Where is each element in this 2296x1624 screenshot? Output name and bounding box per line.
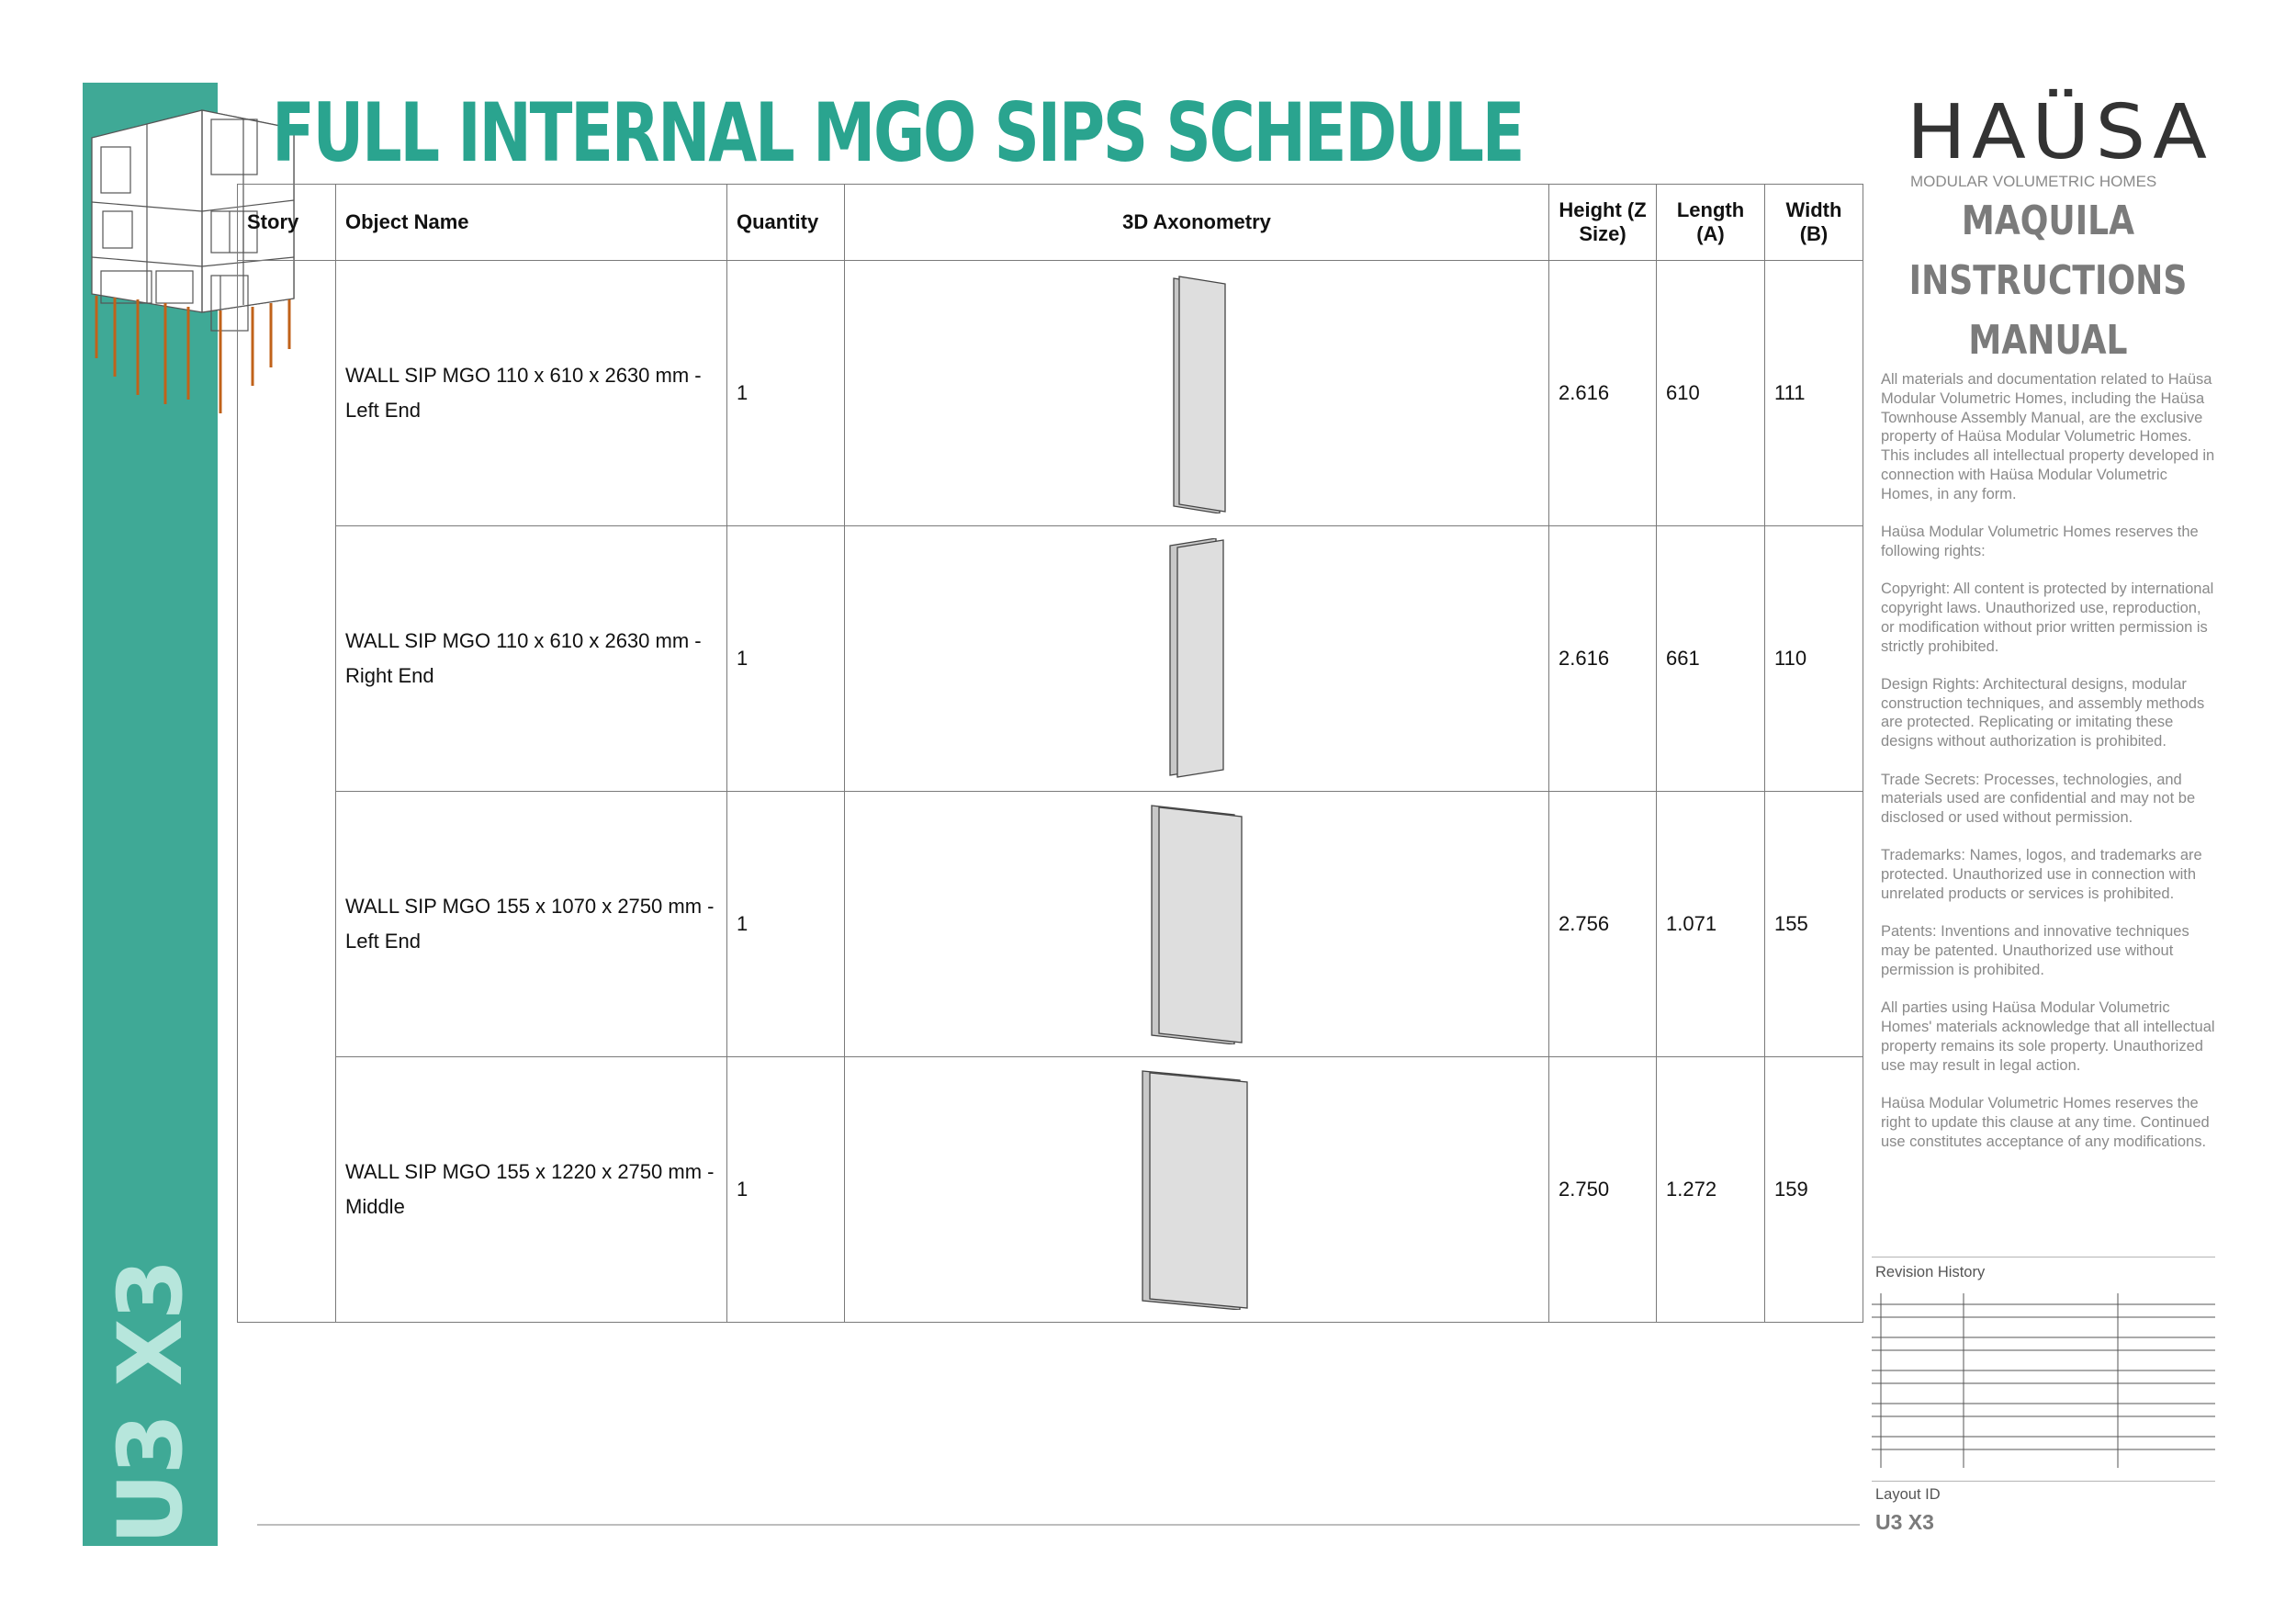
width-cell: 111 [1765,261,1863,526]
width-cell: 110 [1765,526,1863,792]
height-cell: 2.616 [1549,261,1657,526]
divider [1872,1481,2215,1482]
axonometry-cell [845,526,1549,792]
wall-panel-image [1155,538,1238,779]
story-cell [238,261,336,1323]
length-cell: 610 [1657,261,1765,526]
wall-panel-image [1137,1069,1256,1310]
table-row [238,526,1863,792]
legal-paragraph: All parties using Haüsa Modular Volumetric Homes' materials acknowledge that all intellectual property remains its sole property. Unauthorized use may result in legal action. [1881,999,2215,1074]
wall-panel-image [1155,273,1238,513]
quantity-cell: 1 [727,526,845,792]
legal-notice [1881,370,2215,1170]
width-cell: 155 [1765,792,1863,1057]
side-layout-code [83,1258,218,1546]
revision-history-grid [1872,1293,2215,1477]
object-name-cell: WALL SIP MGO 110 x 610 x 2630 mm - Left End [336,261,727,526]
height-cell: 2.616 [1549,526,1657,792]
manual-title-line: INSTRUCTIONS [1908,257,2188,304]
brand-tagline: MODULAR VOLUMETRIC HOMES [1910,173,2157,190]
quantity-cell: 1 [727,1057,845,1323]
length-cell: 1.071 [1657,792,1765,1057]
header-height: Height (Z Size) [1549,185,1657,261]
axonometry-cell [845,1057,1549,1323]
header-object-name: Object Name [336,185,727,261]
object-name-cell: WALL SIP MGO 155 x 1070 x 2750 mm - Left End [336,792,727,1057]
legal-paragraph: Design Rights: Architectural designs, modular construction techniques, and assembly methods are protected. Replicating or imitating these designs without authorization is prohibited. [1881,675,2205,750]
revision-history-label: Revision History [1875,1264,1986,1280]
legal-paragraph: Haüsa Modular Volumetric Homes reserves the right to update this clause at any time. Continued use constitutes acceptance of any modifications. [1881,1094,2210,1150]
legal-paragraph: Patents: Inventions and innovative techniques may be patented. Unauthorized use without permission is prohibited. [1881,923,2189,978]
header-story: Story [238,185,336,261]
layout-id-label: Layout ID [1875,1486,1941,1503]
axonometry-cell [845,792,1549,1057]
table-header-row [238,185,1863,261]
table-row [238,261,1863,526]
legal-paragraph: Copyright: All content is protected by international copyright laws. Unauthorized use, reproduction, or modification without prior written permission is strictly prohibited. [1881,581,2214,655]
brand-logo-word: HAÜSA [1907,89,2213,176]
layout-id-value: U3 X3 [1875,1510,1934,1534]
length-cell: 1.272 [1657,1057,1765,1323]
bottom-divider [257,1524,1860,1526]
header-width: Width (B) [1765,185,1863,261]
quantity-cell: 1 [727,792,845,1057]
table-row [238,1057,1863,1323]
width-cell: 159 [1765,1057,1863,1323]
page-title: FULL INTERNAL MGO SIPS SCHEDULE [272,85,1524,180]
height-cell: 2.750 [1549,1057,1657,1323]
legal-paragraph: Trade Secrets: Processes, technologies, and materials used are confidential and may not be disclosed or used without permission. [1881,771,2196,827]
quantity-cell: 1 [727,261,845,526]
object-name-cell: WALL SIP MGO 155 x 1220 x 2750 mm - Middle [336,1057,727,1323]
height-cell: 2.756 [1549,792,1657,1057]
length-cell: 661 [1657,526,1765,792]
header-length: Length (A) [1657,185,1765,261]
object-name-cell: WALL SIP MGO 110 x 610 x 2630 mm - Right End [336,526,727,792]
wall-panel-image [1146,804,1247,1044]
table-row [238,792,1863,1057]
side-layout-code-text: U3 X3 [98,1260,202,1544]
brand-logo [1907,89,2213,193]
sips-schedule-table [237,184,1863,1320]
manual-title [1908,191,2187,370]
legal-paragraph: Trademarks: Names, logos, and trademarks are protected. Unauthorized use in connection with unrelated products or services is prohibited. [1881,847,2202,903]
axonometry-cell [845,261,1549,526]
legal-paragraph: Haüsa Modular Volumetric Homes reserves the following rights: [1881,524,2199,559]
legal-paragraph: All materials and documentation related to Haüsa Modular Volumetric Homes, including the Haüsa Townhouse Assembly Manual, are the exclusive property of Haüsa Modular Volumetric Homes. This includes all intellectual property developed in connection with Haüsa Modular Volumetric Homes, in any form. [1881,371,2215,502]
header-axonometry: 3D Axonometry [845,185,1549,261]
header-quantity: Quantity [727,185,845,261]
manual-title-line: MANUAL [1968,317,2128,364]
manual-title-line: MAQUILA [1961,197,2135,244]
